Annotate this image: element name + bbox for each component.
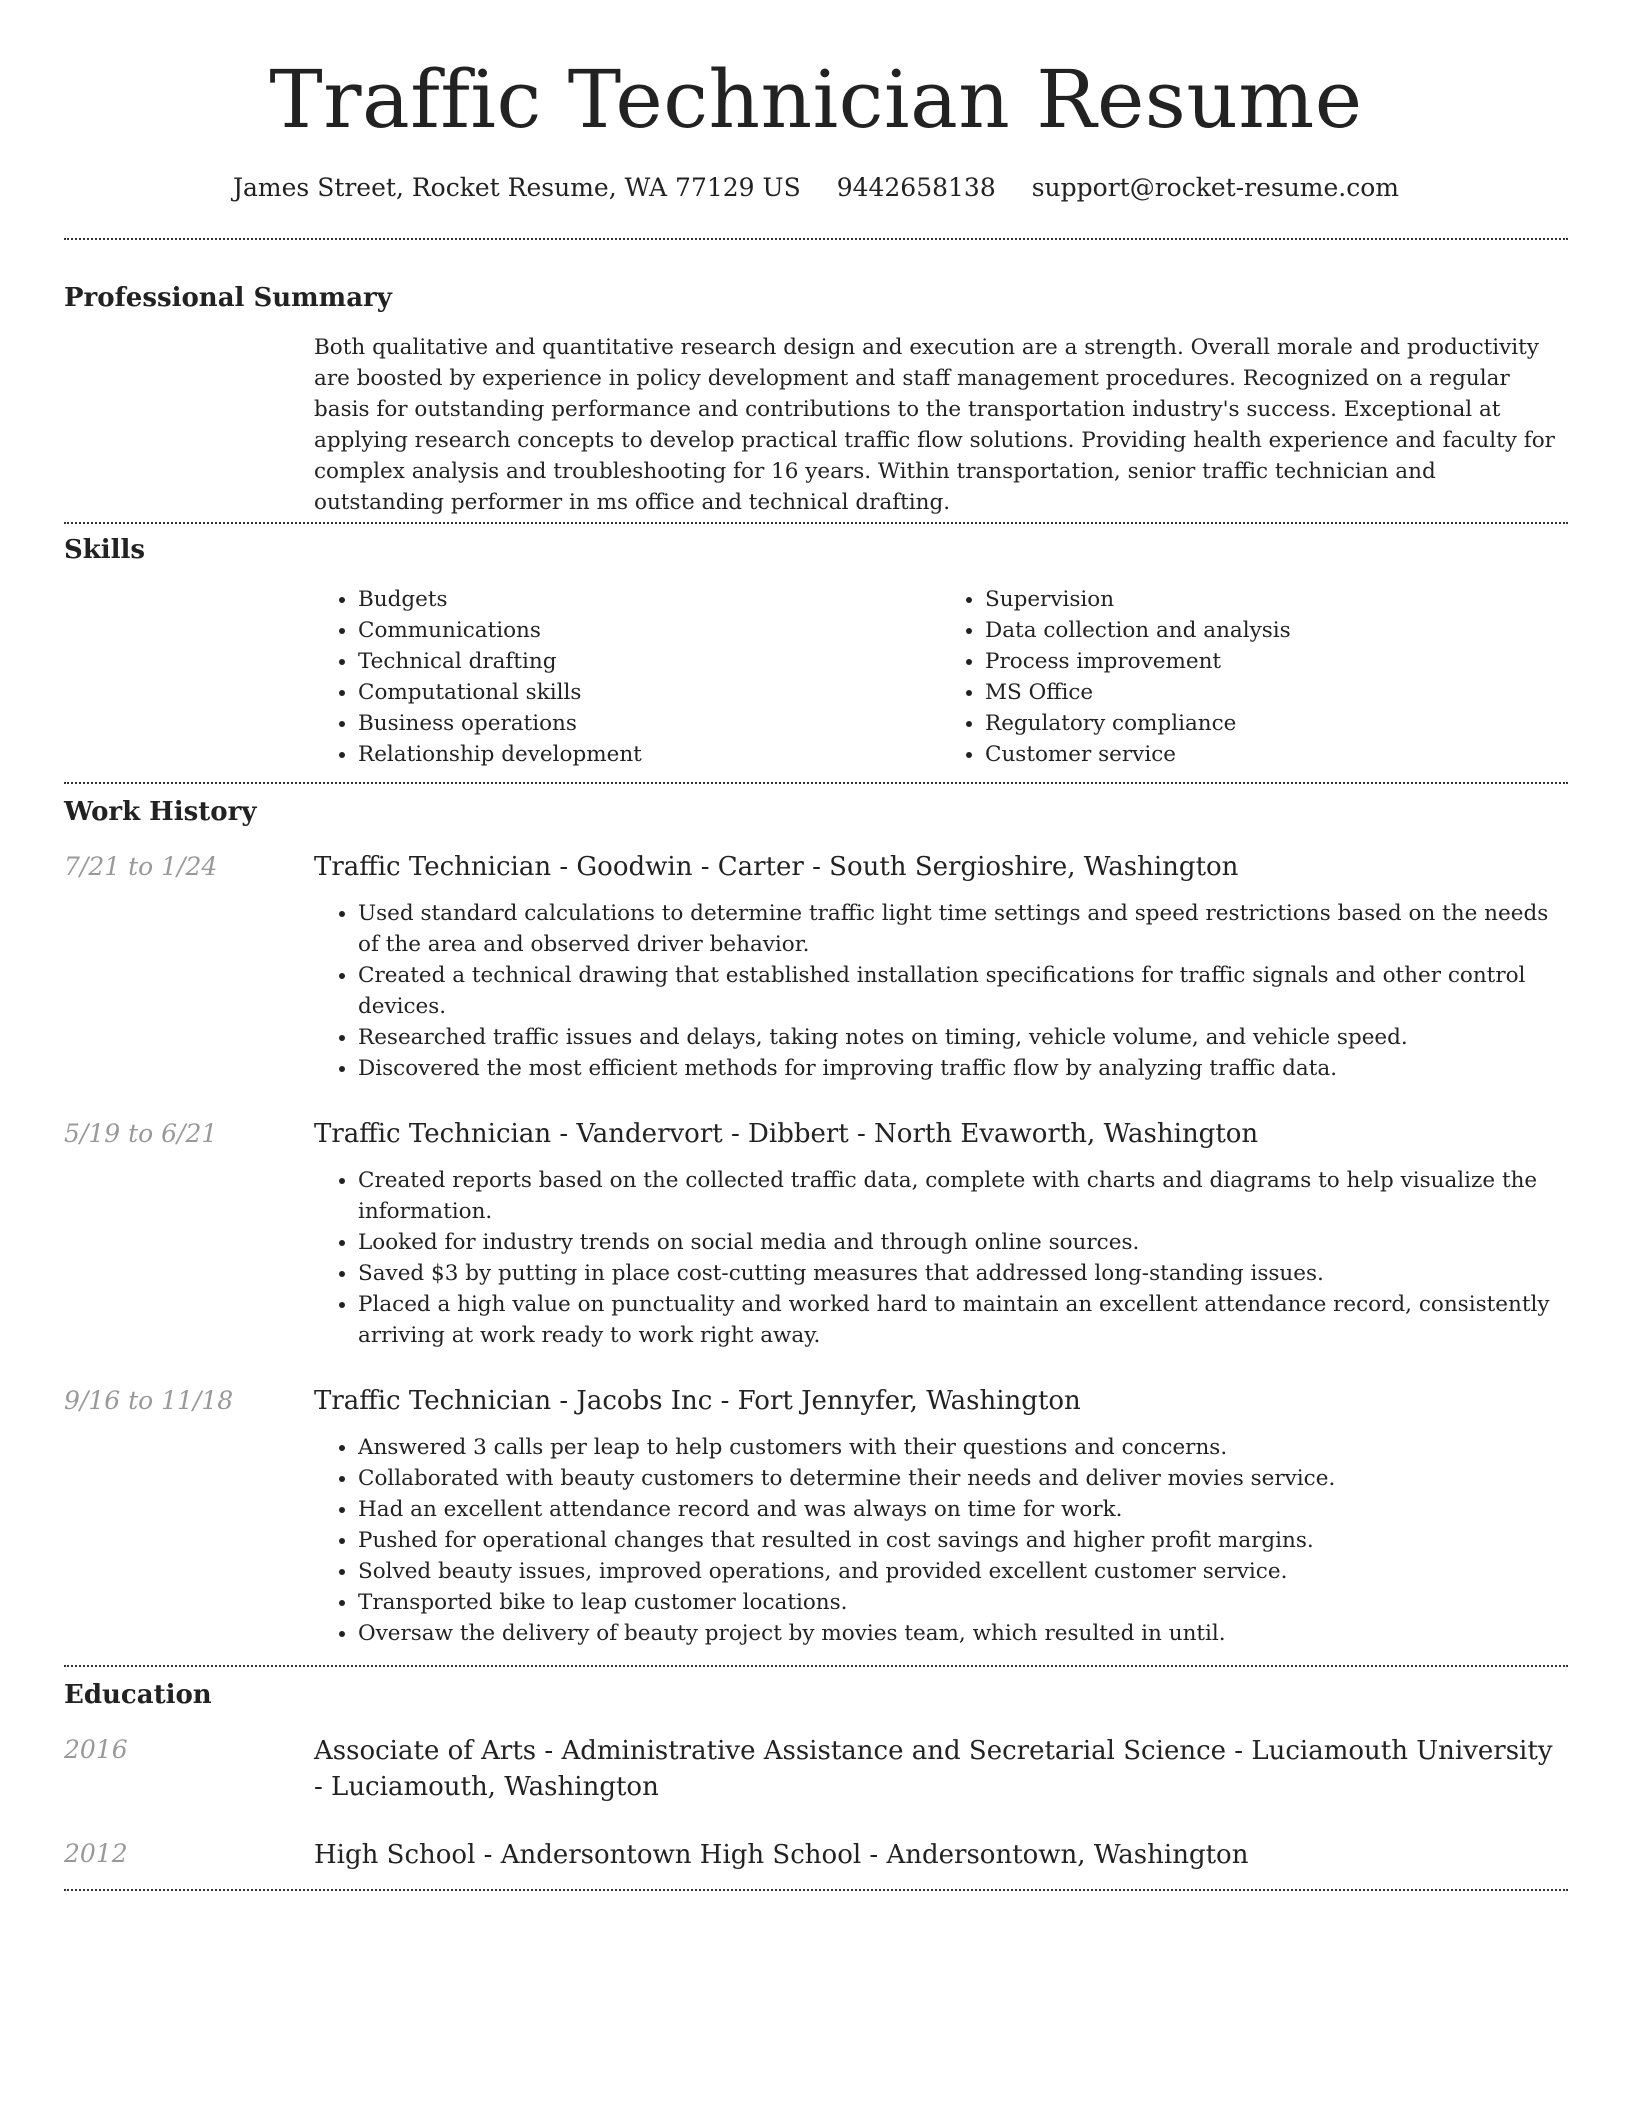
divider <box>64 1889 1568 1891</box>
summary-row <box>64 332 1568 518</box>
job-title: Traffic Technician - Jacobs Inc - Fort Jennyfer, Washington <box>314 1386 1081 1416</box>
job-body <box>314 850 1568 1084</box>
summary-section <box>64 282 1568 518</box>
job-bullet: • Placed a high value on punctuality and worked hard to maintain an excellent attendance record, consistently arriving at work ready to work right away. <box>358 1289 1568 1351</box>
education-heading: Education <box>64 1680 212 1710</box>
divider <box>64 782 1568 784</box>
job-title: Traffic Technician - Goodwin - Carter - South Sergioshire, Washington <box>314 852 1239 882</box>
job-bullet: • Looked for industry trends on social media and through online sources. <box>358 1227 1568 1258</box>
skill-item: • Regulatory compliance <box>985 708 1568 739</box>
job-title: Traffic Technician - Vandervort - Dibbert - North Evaworth, Washington <box>314 1119 1259 1149</box>
job-body <box>314 1384 1568 1649</box>
education-entry <box>64 1733 1568 1805</box>
job-bullet: • Collaborated with beauty customers to determine their needs and deliver movies service. <box>358 1463 1568 1494</box>
job-bullet: • Created a technical drawing that established installation specifications for traffic signals and other control devices. <box>358 960 1568 1022</box>
job-bullets <box>314 898 1568 1084</box>
skills-section <box>64 534 1568 770</box>
education-title: High School - Andersontown High School - Andersontown, Washington <box>314 1840 1249 1870</box>
job-bullets <box>314 1165 1568 1351</box>
job-bullet: • Transported bike to leap customer locations. <box>358 1587 1568 1618</box>
job-bullet: • Researched traffic issues and delays, taking notes on timing, vehicle volume, and vehicle speed. <box>358 1022 1568 1053</box>
job-bullets <box>314 1432 1568 1649</box>
contact-address: James Street, Rocket Resume, WA 77129 US <box>232 173 801 202</box>
divider <box>64 1665 1568 1667</box>
contact-email: support@rocket-resume.com <box>1031 173 1400 202</box>
education-year: 2016 <box>64 1735 128 1764</box>
education-section <box>64 1679 1568 1873</box>
job-bullet: • Answered 3 calls per leap to help customers with their questions and concerns. <box>358 1432 1568 1463</box>
job-bullet: • Saved $3 by putting in place cost-cutting measures that addressed long-standing issues. <box>358 1258 1568 1289</box>
job-bullet: • Oversaw the delivery of beauty project by movies team, which resulted in until. <box>358 1618 1568 1649</box>
job-body <box>314 1117 1568 1351</box>
skill-item: • Data collection and analysis <box>985 615 1568 646</box>
summary-spacer <box>64 332 314 518</box>
contact-phone: 9442658138 <box>836 173 996 202</box>
skill-item: • Customer service <box>985 739 1568 770</box>
education-year: 2012 <box>64 1839 128 1868</box>
job-entry <box>64 1117 1568 1351</box>
summary-heading: Professional Summary <box>64 283 392 313</box>
job-dates: 9/16 to 11/18 <box>64 1386 234 1415</box>
skill-item: • Business operations <box>358 708 941 739</box>
education-title: Associate of Arts - Administrative Assistance and Secretarial Science - Luciamouth University - Luciamouth, Washington <box>314 1736 1553 1802</box>
education-entry <box>64 1837 1568 1873</box>
skill-item: • Budgets <box>358 584 941 615</box>
skills-list-left <box>314 584 941 770</box>
skill-item: • Technical drafting <box>358 646 941 677</box>
job-bullet: • Created reports based on the collected traffic data, complete with charts and diagrams to help visualize the information. <box>358 1165 1568 1227</box>
skill-item: • Computational skills <box>358 677 941 708</box>
job-entry <box>64 850 1568 1084</box>
resume-title: Traffic Technician Resume <box>269 53 1363 146</box>
skills-heading: Skills <box>64 535 146 565</box>
job-bullet: • Discovered the most efficient methods for improving traffic flow by analyzing traffic data. <box>358 1053 1568 1084</box>
skills-list-right <box>941 584 1568 770</box>
job-bullet: • Had an excellent attendance record and was always on time for work. <box>358 1494 1568 1525</box>
job-bullet: • Used standard calculations to determine traffic light time settings and speed restrictions based on the needs of the area and observed driver behavior. <box>358 898 1568 960</box>
divider <box>64 238 1568 240</box>
work-heading: Work History <box>64 797 257 827</box>
skill-item: • Supervision <box>985 584 1568 615</box>
contact-line <box>64 172 1568 204</box>
job-bullet: • Solved beauty issues, improved operations, and provided excellent customer service. <box>358 1556 1568 1587</box>
skills-grid <box>314 584 1568 770</box>
job-dates: 7/21 to 1/24 <box>64 852 218 881</box>
skill-item: • Process improvement <box>985 646 1568 677</box>
education-body <box>314 1837 1568 1873</box>
skill-item: • Communications <box>358 615 941 646</box>
skills-row <box>64 584 1568 770</box>
skills-spacer <box>64 584 314 770</box>
skill-item: • MS Office <box>985 677 1568 708</box>
job-dates: 5/19 to 6/21 <box>64 1119 218 1148</box>
job-entry <box>64 1384 1568 1649</box>
summary-body <box>314 332 1568 518</box>
work-section <box>64 796 1568 1649</box>
skill-item: • Relationship development <box>358 739 941 770</box>
job-bullet: • Pushed for operational changes that resulted in cost savings and higher profit margins. <box>358 1525 1568 1556</box>
divider <box>64 522 1568 524</box>
summary-text: Both qualitative and quantitative research design and execution are a strength. Overall morale and productivity are boosted by experience in policy development and staff management procedures. Recognized on a regular basis for outstanding performance and contributions to the transportation industry's success. Exceptional at applying research concepts to develop practical traffic flow solutions. Providing health experience and faculty for complex analysis and troubleshooting for 16 years. Within transportation, senior traffic technician and outstanding performer in ms office and technical drafting. <box>314 335 1555 515</box>
education-body <box>314 1733 1568 1805</box>
